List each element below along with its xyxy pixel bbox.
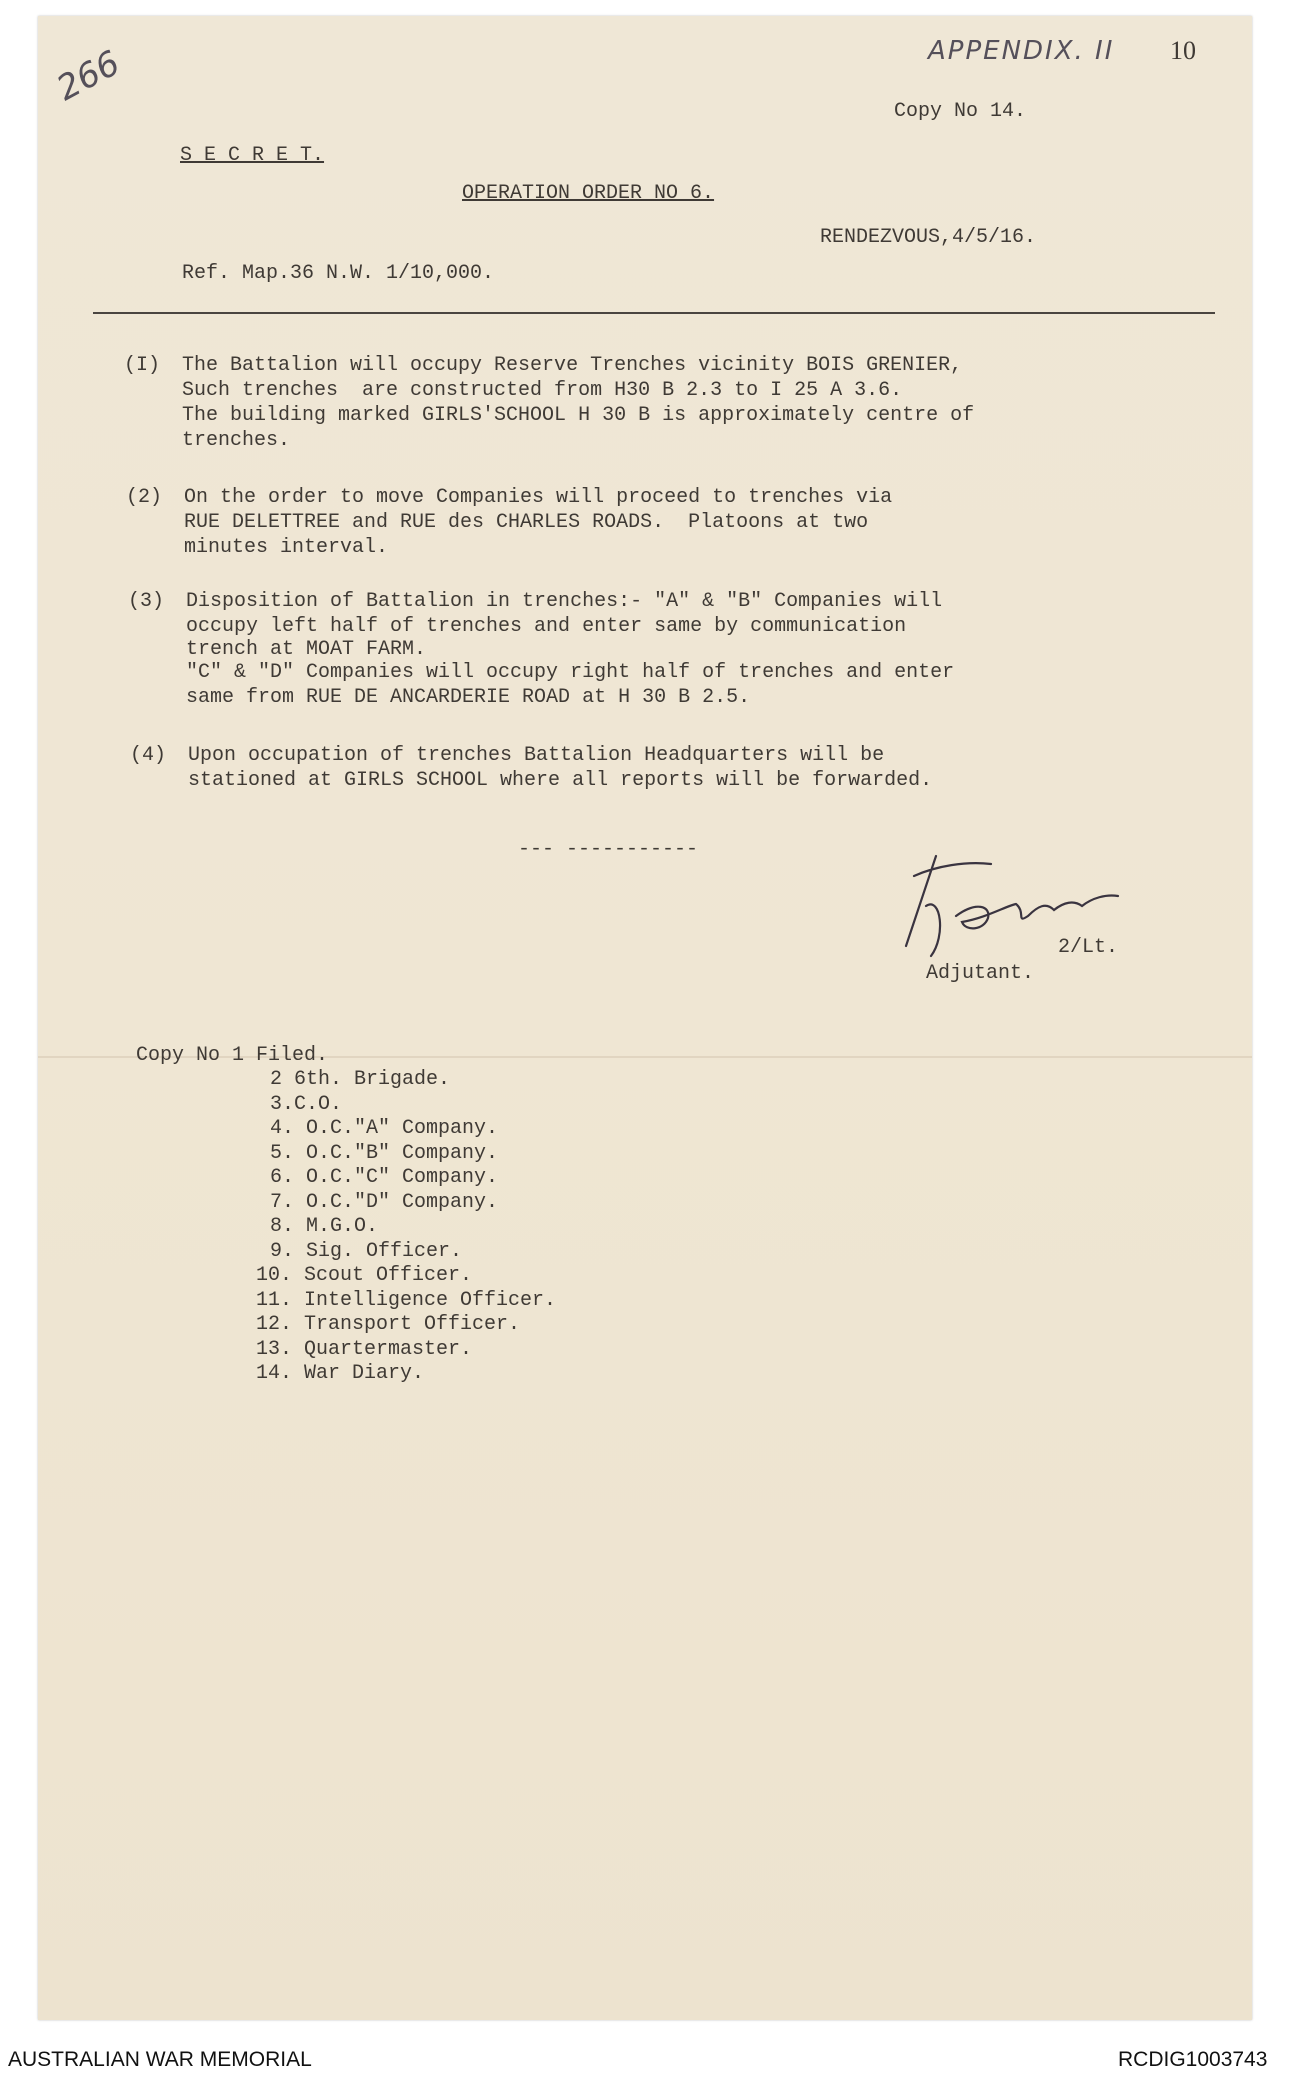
distribution-item: 4. O.C."A" Company.: [270, 1117, 499, 1140]
distribution-item: 3.C.O.: [270, 1092, 343, 1116]
paragraph-line: "C" & "D" Companies will occupy right half of trenches and enter: [186, 661, 955, 684]
distribution-item: 7. O.C."D" Company.: [270, 1190, 499, 1214]
paragraph-line: stationed at GIRLS SCHOOL where all reports will be forwarded.: [188, 769, 933, 792]
section-separator: --- -----------: [518, 838, 699, 861]
secret-label: S E C R E T.: [180, 144, 325, 167]
paragraph-line: The building marked GIRLS'SCHOOL H 30 B is approximately centre of: [182, 404, 975, 427]
distribution-item: 6. O.C."C" Company.: [270, 1166, 499, 1189]
distribution-item: 5. O.C."B" Company.: [270, 1141, 499, 1165]
distribution-item: 11. Intelligence Officer.: [256, 1288, 557, 1312]
distribution-item: 12. Transport Officer.: [256, 1313, 521, 1336]
paragraph-line: Such trenches are constructed from H30 B 2.3 to I 25 A 3.6.: [182, 379, 903, 402]
paragraph-line: minutes interval.: [184, 536, 389, 559]
paragraph-line: same from RUE DE ANCARDERIE ROAD at H 30 B 2.5.: [186, 686, 751, 709]
appendix-label: APPENDIX. II: [928, 36, 1115, 66]
paragraph-number: (3): [128, 590, 165, 613]
place-date: RENDEZVOUS,4/5/16.: [820, 226, 1037, 249]
signatory-role: Adjutant.: [926, 962, 1035, 985]
header-rule: [93, 312, 1215, 314]
footer-catalogue-id: RCDIG1003743: [1118, 2048, 1268, 2071]
folio-number: 266: [50, 43, 127, 109]
paragraph-number: (I): [124, 354, 161, 377]
paragraph-number: (2): [126, 486, 163, 509]
copy-number: Copy No 14.: [894, 100, 1027, 123]
document-sheet: [38, 16, 1252, 2020]
paragraph-line: trenches.: [182, 429, 291, 452]
distribution-item: 10. Scout Officer.: [256, 1264, 473, 1287]
page-number: 10: [1170, 36, 1196, 65]
distribution-item: 9. Sig. Officer.: [270, 1239, 463, 1263]
map-reference: Ref. Map.36 N.W. 1/10,000.: [182, 262, 495, 285]
distribution-item: 8. M.G.O.: [270, 1215, 379, 1238]
distribution-lead: Copy No 1 Filed.: [136, 1044, 329, 1067]
paragraph-line: RUE DELETTREE and RUE des CHARLES ROADS. Platoons at two: [184, 511, 869, 534]
signatory-rank: 2/Lt.: [1058, 936, 1119, 959]
paragraph-line: Disposition of Battalion in trenches:- "A" & "B" Companies will: [186, 590, 943, 613]
paragraph-line: On the order to move Companies will proceed to trenches via: [184, 486, 893, 509]
paragraph-line: occupy left half of trenches and enter same by communication: [186, 615, 907, 638]
distribution-item: 2 6th. Brigade.: [270, 1068, 451, 1091]
paragraph-number: (4): [130, 744, 167, 767]
paragraph-line: trench at MOAT FARM.: [186, 638, 427, 661]
distribution-item: 14. War Diary.: [256, 1362, 425, 1385]
paragraph-line: Upon occupation of trenches Battalion Headquarters will be: [188, 744, 885, 767]
distribution-item: 13. Quartermaster.: [256, 1337, 473, 1361]
footer-institution: AUSTRALIAN WAR MEMORIAL: [8, 2048, 312, 2071]
order-title: OPERATION ORDER NO 6.: [462, 182, 715, 205]
paragraph-line: The Battalion will occupy Reserve Trenches vicinity BOIS GRENIER,: [182, 354, 963, 377]
